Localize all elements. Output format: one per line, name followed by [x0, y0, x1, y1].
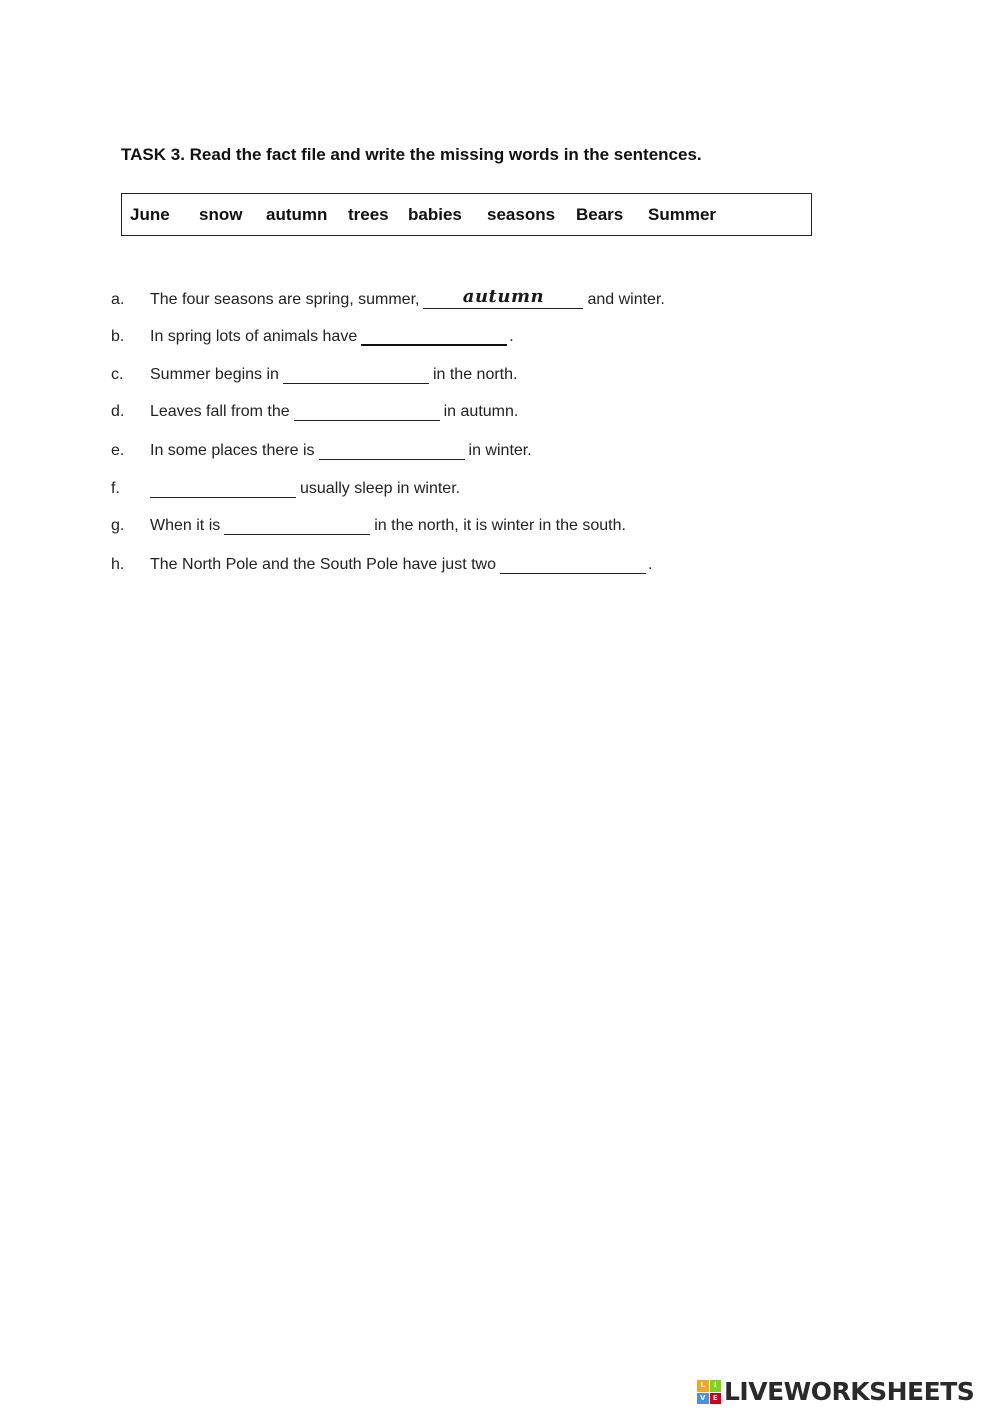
question-c [0, 366, 1000, 392]
question-letter: a. [111, 291, 125, 308]
question-letter: f. [111, 480, 120, 497]
word-bank-box [121, 193, 812, 236]
question-letter: d. [111, 403, 125, 420]
question-text-after: in the north. [432, 366, 518, 383]
word-bank-item: June [130, 205, 170, 224]
word-bank-item: Bears [576, 205, 624, 224]
logo-cell: V [697, 1393, 709, 1405]
word-bank-item: autumn [266, 205, 328, 224]
question-letter: c. [111, 366, 124, 383]
answer-blank[interactable] [361, 328, 507, 346]
answer-blank[interactable] [150, 480, 296, 498]
question-text-before: The North Pole and the South Pole have just two [150, 556, 496, 573]
word-bank-item: babies [408, 205, 462, 224]
answer-blank[interactable] [283, 366, 429, 384]
question-text-after: usually sleep in winter. [300, 480, 461, 497]
question-text-after: . [509, 328, 514, 345]
question-d [0, 403, 1000, 429]
answer-blank[interactable] [423, 286, 583, 309]
question-text-before: In some places there is [150, 442, 315, 459]
word-bank-item: Summer [648, 205, 717, 224]
question-letter: g. [111, 517, 125, 534]
question-b [0, 328, 1000, 354]
question-letter: e. [111, 442, 125, 459]
question-text-after: in autumn. [443, 403, 519, 420]
logo-text: LIVEWORKSHEETS [724, 1377, 975, 1406]
question-text-before: When it is [150, 517, 221, 534]
task-title: TASK 3. Read the fact file and write the missing words in the sentences. [121, 145, 702, 164]
word-bank-item: snow [199, 205, 243, 224]
logo-cell: E [710, 1393, 722, 1405]
question-letter: b. [111, 328, 125, 345]
question-text-after: and winter. [587, 291, 665, 308]
question-h [0, 556, 1000, 582]
question-text-after: . [648, 556, 653, 573]
answer-blank[interactable] [224, 517, 370, 535]
logo-cell: I [710, 1380, 722, 1392]
question-text-before: The four seasons are spring, summer, [150, 291, 420, 308]
question-text-before: Leaves fall from the [150, 403, 290, 420]
answer-blank[interactable] [319, 442, 465, 460]
question-g [0, 517, 1000, 543]
question-text-after: in winter. [468, 442, 532, 459]
logo-grid-icon [697, 1380, 721, 1404]
liveworksheets-logo [697, 1378, 974, 1406]
logo-cell: L [697, 1380, 709, 1392]
answer-blank[interactable] [500, 556, 646, 574]
question-e [0, 442, 1000, 468]
word-bank-item: seasons [487, 205, 556, 224]
question-text-before: In spring lots of animals have [150, 328, 358, 345]
answer-text: autumn [462, 286, 545, 307]
word-bank-item: trees [348, 205, 389, 224]
question-f [0, 480, 1000, 506]
question-text-before: Summer begins in [150, 366, 279, 383]
question-letter: h. [111, 556, 125, 573]
question-a [0, 286, 1000, 317]
answer-blank[interactable] [294, 403, 440, 421]
question-text-after: in the north, it is winter in the south. [374, 517, 626, 534]
